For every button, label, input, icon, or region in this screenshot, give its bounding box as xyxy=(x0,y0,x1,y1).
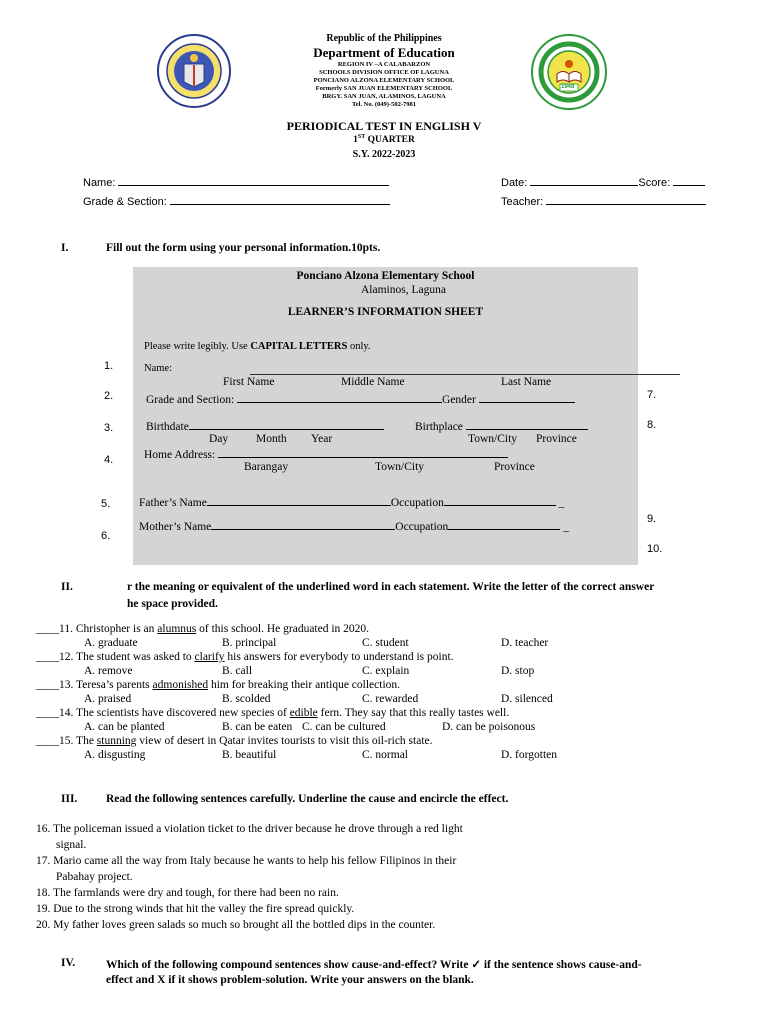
part2-numeral: II. xyxy=(61,581,73,593)
form-grade-section[interactable] xyxy=(146,394,575,406)
form-mother-occupation-label: Occupation xyxy=(395,521,449,533)
name-label: Name: xyxy=(83,177,116,189)
form-birthplace[interactable] xyxy=(415,421,588,433)
answer-blank[interactable]: ____ xyxy=(36,707,59,719)
form-mother-label: Mother’s Name xyxy=(139,521,212,533)
part4-numeral: IV. xyxy=(61,957,76,969)
form-birthplace-label: Birthplace xyxy=(415,421,463,433)
item-text-cont: Pabahay project. xyxy=(56,871,133,883)
form-birthdate-label: Birthdate xyxy=(146,421,189,433)
answer-choice: B. scolded xyxy=(222,693,271,705)
answer-blank[interactable]: ____ xyxy=(36,679,59,691)
form-mother-trail: _ xyxy=(563,521,569,533)
date-field[interactable] xyxy=(501,177,705,189)
form-title: LEARNER’S INFORMATION SHEET xyxy=(287,306,484,318)
item-number: 9. xyxy=(647,513,657,525)
part1-numeral: I. xyxy=(61,242,69,254)
answer-choice: A. praised xyxy=(84,693,132,705)
quarter xyxy=(234,134,534,145)
part1-instruction: Fill out the form using your personal information.10pts. xyxy=(106,242,381,254)
question-text-rest: fern. They say that this really tastes well. xyxy=(317,707,510,719)
form-address-town: Town/City xyxy=(375,461,425,473)
answer-choice: D. teacher xyxy=(501,637,549,649)
form-day: Day xyxy=(209,433,229,445)
form-father-occupation-label: Occupation xyxy=(390,497,444,509)
underlined-word: alumnus xyxy=(157,623,197,635)
form-grade-section-label: Grade and Section: xyxy=(146,394,235,406)
header-division: SCHOOLS DIVISION OFFICE OF LAGUNA xyxy=(319,69,449,76)
item-number: 1. xyxy=(104,360,114,372)
form-note xyxy=(144,341,371,352)
answer-blank[interactable]: ____ xyxy=(36,651,59,663)
part3-numeral: III. xyxy=(61,793,78,805)
item-number: 5. xyxy=(101,498,111,510)
form-birthplace-town: Town/City xyxy=(468,433,518,445)
underlined-word: stunning xyxy=(96,735,137,747)
form-location: Alaminos, Laguna xyxy=(361,284,446,296)
item-number: 3. xyxy=(104,422,114,434)
form-father-trail: _ xyxy=(558,497,565,509)
form-mother[interactable] xyxy=(139,521,569,533)
form-school: Ponciano Alzona Elementary School xyxy=(296,270,475,282)
question-text: 14. The scientists have discovered new species of xyxy=(59,707,290,719)
item-text-cont: signal. xyxy=(56,839,87,851)
item-number: 7. xyxy=(647,389,657,401)
vocabulary-item xyxy=(36,651,454,663)
form-name-line[interactable] xyxy=(250,374,680,375)
grade-section-field[interactable] xyxy=(83,196,390,208)
cause-effect-item: 20. My father loves green salads so much so brought all the bottled dips in the counter. xyxy=(36,919,436,931)
cause-effect-item: 18. The farmlands were dry and tough, for there had been no rain. xyxy=(36,887,339,899)
question-text-rest: of this school. He graduated in 2020. xyxy=(196,623,370,635)
question-text: 15. The xyxy=(59,735,97,747)
answer-choice: C. normal xyxy=(362,749,408,761)
teacher-field[interactable] xyxy=(501,196,706,208)
school-year: S.Y. 2022-2023 xyxy=(352,149,416,160)
answer-choice: D. can be poisonous xyxy=(442,721,536,733)
answer-choice: B. principal xyxy=(222,637,277,649)
answer-choice: B. beautiful xyxy=(222,749,277,761)
answer-blank[interactable]: ____ xyxy=(36,623,59,635)
item-text: 16. The policeman issued a violation ticket to the driver because he drove through a red light xyxy=(36,823,463,835)
answer-choice: C. explain xyxy=(362,665,410,677)
answer-choice: A. can be planted xyxy=(84,721,165,733)
header-region: REGION IV –A CALABARZON xyxy=(337,61,431,68)
form-barangay: Barangay xyxy=(244,461,289,473)
quarter-number: 1 xyxy=(353,135,358,146)
form-middle-name: Middle Name xyxy=(341,376,405,388)
question-text: 13. Teresa’s parents xyxy=(59,679,153,691)
item-number: 2. xyxy=(104,390,114,402)
answer-choice: C. student xyxy=(362,637,409,649)
form-last-name: Last Name xyxy=(501,376,552,388)
header-formerly: Formerly SAN JUAN ELEMENTARY SCHOOL xyxy=(315,85,453,92)
school-seal xyxy=(531,34,607,110)
answer-choice: C. can be cultured xyxy=(302,721,386,733)
underlined-word: admonished xyxy=(152,679,209,691)
form-home-address[interactable] xyxy=(144,449,508,461)
answer-choice: B. call xyxy=(222,665,253,677)
item-number: 8. xyxy=(647,419,657,431)
form-address-province: Province xyxy=(494,461,535,473)
header-address: BRGY. SAN JUAN, ALAMINOS, LAGUNA xyxy=(322,93,446,100)
school-seal-year: 1948 xyxy=(561,84,575,90)
score-label: Score: xyxy=(638,177,671,189)
test-title: PERIODICAL TEST IN ENGLISH V xyxy=(286,119,482,133)
form-birthdate[interactable] xyxy=(146,421,384,433)
item-number: 4. xyxy=(104,454,114,466)
answer-choice: A. remove xyxy=(84,665,133,677)
item-number: 10. xyxy=(647,543,663,555)
teacher-label: Teacher: xyxy=(501,196,544,208)
form-father[interactable] xyxy=(139,497,564,509)
answer-choice: B. can be eaten xyxy=(222,721,293,733)
form-year: Year xyxy=(311,433,333,445)
form-home-address-label: Home Address: xyxy=(144,449,216,461)
date-label: Date: xyxy=(501,177,528,189)
form-note-bold: CAPITAL LETTERS xyxy=(250,341,348,352)
answer-choice: D. forgotten xyxy=(501,749,558,761)
answer-choice: D. stop xyxy=(501,665,535,677)
vocabulary-item xyxy=(36,735,433,747)
underlined-word: clarify xyxy=(194,651,225,663)
answer-blank[interactable]: ____ xyxy=(36,735,59,747)
form-note-suffix: only. xyxy=(347,341,371,352)
answer-choice: A. disgusting xyxy=(84,749,146,761)
form-birthplace-province: Province xyxy=(536,433,577,445)
header-tel: Tel. No. (049)-502-7981 xyxy=(351,101,417,108)
quarter-suffix: ST xyxy=(357,134,366,140)
header-department: Department of Education xyxy=(313,45,455,60)
header-republic: Republic of the Philippines xyxy=(326,33,442,44)
header-school: PONCIANO ALZONA ELEMENTARY SCHOOL xyxy=(313,77,455,84)
form-first-name: First Name xyxy=(223,376,275,388)
question-text-rest: view of desert in Qatar invites tourists to visit this oil-rich state. xyxy=(136,735,433,747)
cause-effect-item xyxy=(36,821,463,853)
answer-choice: D. silenced xyxy=(501,693,553,705)
item-number: 6. xyxy=(101,530,111,542)
part2-instruction-1: r the meaning or equivalent of the underlined word in each statement. Write the letter of the correct answer xyxy=(127,581,655,593)
part3-instruction: Read the following sentences carefully. Underline the cause and encircle the effect. xyxy=(106,793,509,805)
quarter-word: QUARTER xyxy=(367,135,415,146)
answer-choice: A. graduate xyxy=(84,637,138,649)
question-text: 11. Christopher is an xyxy=(59,623,158,635)
cause-effect-item xyxy=(36,853,456,885)
vocabulary-item xyxy=(36,623,369,635)
question-text: 12. The student was asked to xyxy=(59,651,195,663)
underlined-word: edible xyxy=(289,707,318,719)
vocabulary-item xyxy=(36,707,509,719)
answer-choice: C. rewarded xyxy=(362,693,419,705)
form-month: Month xyxy=(256,433,287,445)
form-note-prefix: Please write legibly. Use xyxy=(144,341,251,352)
cause-effect-item: 19. Due to the strong winds that hit the valley the fire spread quickly. xyxy=(36,903,355,915)
part2-instruction-2: he space provided. xyxy=(127,598,218,610)
grade-section-label: Grade & Section: xyxy=(83,196,167,208)
part4-instruction-1: Which of the following compound sentences show cause-and-effect? Write ✓ if the sentence shows cause-and- xyxy=(106,959,642,971)
part4-instruction-2: effect and X if it shows problem-solution. Write your answers on the blank. xyxy=(106,974,474,986)
name-field[interactable] xyxy=(83,177,389,189)
item-text: 17. Mario came all the way from Italy because he wants to help his fellow Filipinos in their xyxy=(36,855,457,867)
form-father-label: Father’s Name xyxy=(139,497,207,509)
question-text-rest: him for breaking their antique collection. xyxy=(208,679,401,691)
form-gender-label: Gender xyxy=(442,394,476,406)
form-name-label: Name: xyxy=(144,363,172,374)
question-text-rest: his answers for everybody to understand is point. xyxy=(224,651,454,663)
vocabulary-item xyxy=(36,679,400,691)
deped-seal xyxy=(157,34,231,108)
